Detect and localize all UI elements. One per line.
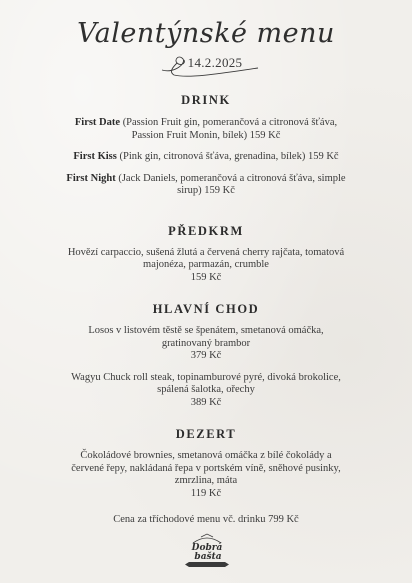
- menu-date: 14.2.2025: [187, 55, 243, 70]
- menu-title: Valentýnské menu: [77, 18, 335, 49]
- menu-item-brownies: [21, 450, 391, 500]
- item-description: Passion Fruit Monin, bílek) 159 Kč: [131, 129, 281, 141]
- menu-content: [0, 92, 412, 527]
- item-description: Losos v listovém těstě se špenátem, smetanová omáčka,: [88, 325, 324, 336]
- item-description: majonéza, parmazán, crumble: [143, 259, 269, 270]
- item-description: Wagyu Chuck roll steak, topinamburové pyré, divoká brokolice,: [71, 371, 341, 383]
- item-price: 119 Kč: [190, 487, 222, 499]
- menu-item-first-night: [41, 173, 371, 198]
- item-description: červené řepy, nakládaná řepa v portském víně, sněhové pusinky,: [71, 462, 341, 474]
- item-price: 389 Kč: [190, 396, 222, 408]
- menu-item-first-date: [56, 117, 356, 142]
- section-predkrm: [0, 223, 412, 285]
- item-price: 379 Kč: [190, 350, 222, 361]
- section-heading-dezert: DEZERT: [175, 427, 237, 441]
- section-hlavni-chod: [0, 301, 412, 409]
- item-description: sirup) 159 Kč: [177, 185, 235, 196]
- logo-text-line2: bašta: [194, 552, 222, 562]
- item-description: Hovězí carpaccio, sušená žlutá a červená cherry rajčata, tomatová: [67, 246, 345, 258]
- menu-item-first-kiss: [41, 151, 371, 164]
- section-heading-predkrm: PŘEDKRM: [168, 223, 244, 238]
- item-description: (Pink gin, citronová šťáva, grenadina, bílek) 159 Kč: [116, 151, 339, 162]
- section-heading-drink: DRINK: [181, 93, 231, 107]
- menu-header: [0, 10, 412, 80]
- total-price-text: Cena za tříchodové menu vč. drinku 799 Kč: [113, 514, 299, 525]
- menu-item-carpaccio: [26, 247, 386, 285]
- item-name: First Date: [74, 117, 121, 128]
- section-drink: [0, 92, 412, 198]
- item-name: First Kiss: [73, 151, 117, 162]
- item-description: (Jack Daniels, pomerančová a citronová šťáva, simple: [115, 172, 346, 184]
- item-description: Čokoládové brownies, smetanová omáčka z bílé čokolády a: [80, 450, 332, 461]
- logo-banner: [189, 562, 225, 567]
- menu-item-wagyu: [26, 372, 386, 410]
- dobra-basta-logo: [183, 531, 231, 571]
- item-description: spálená šalotka, ořechy: [157, 384, 255, 395]
- item-description: (Passion Fruit gin, pomerančová a citronová šťáva,: [120, 117, 338, 128]
- item-description: gratinovaný brambor: [161, 337, 251, 349]
- item-name: First Night: [66, 172, 116, 184]
- menu-item-losos: [36, 325, 376, 363]
- item-price: 159 Kč: [190, 271, 222, 283]
- item-description: zmrzlina, máta: [174, 475, 238, 486]
- menu-total-price: [26, 514, 386, 527]
- section-heading-hlavni-chod: HLAVNÍ CHOD: [152, 302, 260, 316]
- logo-text-line1: Dobrá: [191, 543, 223, 553]
- section-dezert: [0, 426, 412, 500]
